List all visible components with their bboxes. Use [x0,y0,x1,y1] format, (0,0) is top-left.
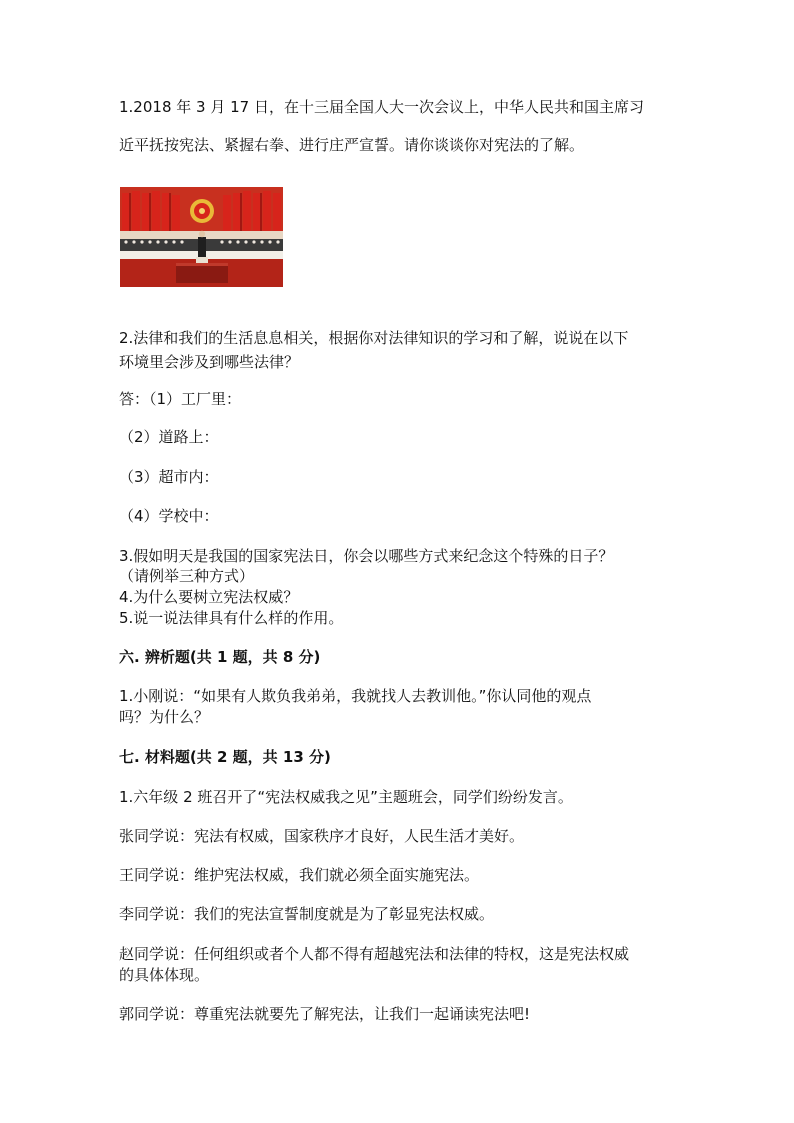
q5-text: 5.说一说法律具有什么样的作用。 [119,609,344,627]
q2-line2: 环境里会涉及到哪些法律？ [119,353,300,371]
zhao-statement-line1: 赵同学说：任何组织或者个人都不得有超越宪法和法律的特权，这是宪法权威 [119,945,630,963]
ceremony-photo-icon [120,187,283,287]
q3-line2: （请例举三种方式） [119,567,255,585]
q2-answer-item4: （4）学校中： [119,507,219,525]
q3-line1: 3.假如明天是我国的国家宪法日，你会以哪些方式来纪念这个特殊的日子？ [119,547,614,565]
q2-answer-item2: （2）道路上： [119,428,219,446]
wang-statement: 王同学说：维护宪法权威，我们就必须全面实施宪法。 [119,866,480,884]
ceremony-photo [120,187,283,287]
zhao-statement-line2: 的具体体现。 [119,966,210,984]
guo-statement: 郭同学说：尊重宪法就要先了解宪法，让我们一起诵读宪法吧! [119,1005,531,1023]
q1-line2: 近平抚按宪法、紧握右拳、进行庄严宣誓。请你谈谈你对宪法的了解。 [119,136,585,154]
section6-q1-line1: 1.小刚说：“如果有人欺负我弟弟，我就找人去教训他。”你认同他的观点 [119,687,592,705]
li-statement: 李同学说：我们的宪法宣誓制度就是为了彰显宪法权威。 [119,905,495,923]
q4-text: 4.为什么要树立宪法权威？ [119,588,299,606]
q1-line1: 1.2018 年 3 月 17 日，在十三届全国人大一次会议上，中华人民共和国主席习 [119,98,644,116]
section7-heading: 七. 材料题(共 2 题，共 13 分) [119,748,331,766]
q2-line1: 2.法律和我们的生活息息相关，根据你对法律知识的学习和了解，说说在以下 [119,329,629,347]
zhang-statement: 张同学说：宪法有权威，国家秩序才良好，人民生活才美好。 [119,827,525,845]
q2-answer-item3: （3）超市内： [119,468,219,486]
section7-q1: 1.六年级 2 班召开了“宪法权威我之见”主题班会，同学们纷纷发言。 [119,788,573,806]
section6-heading: 六. 辨析题(共 1 题，共 8 分) [119,648,321,666]
section6-q1-line2: 吗？为什么？ [119,708,210,726]
q2-answer-item1: 答：（1）工厂里： [119,390,242,408]
